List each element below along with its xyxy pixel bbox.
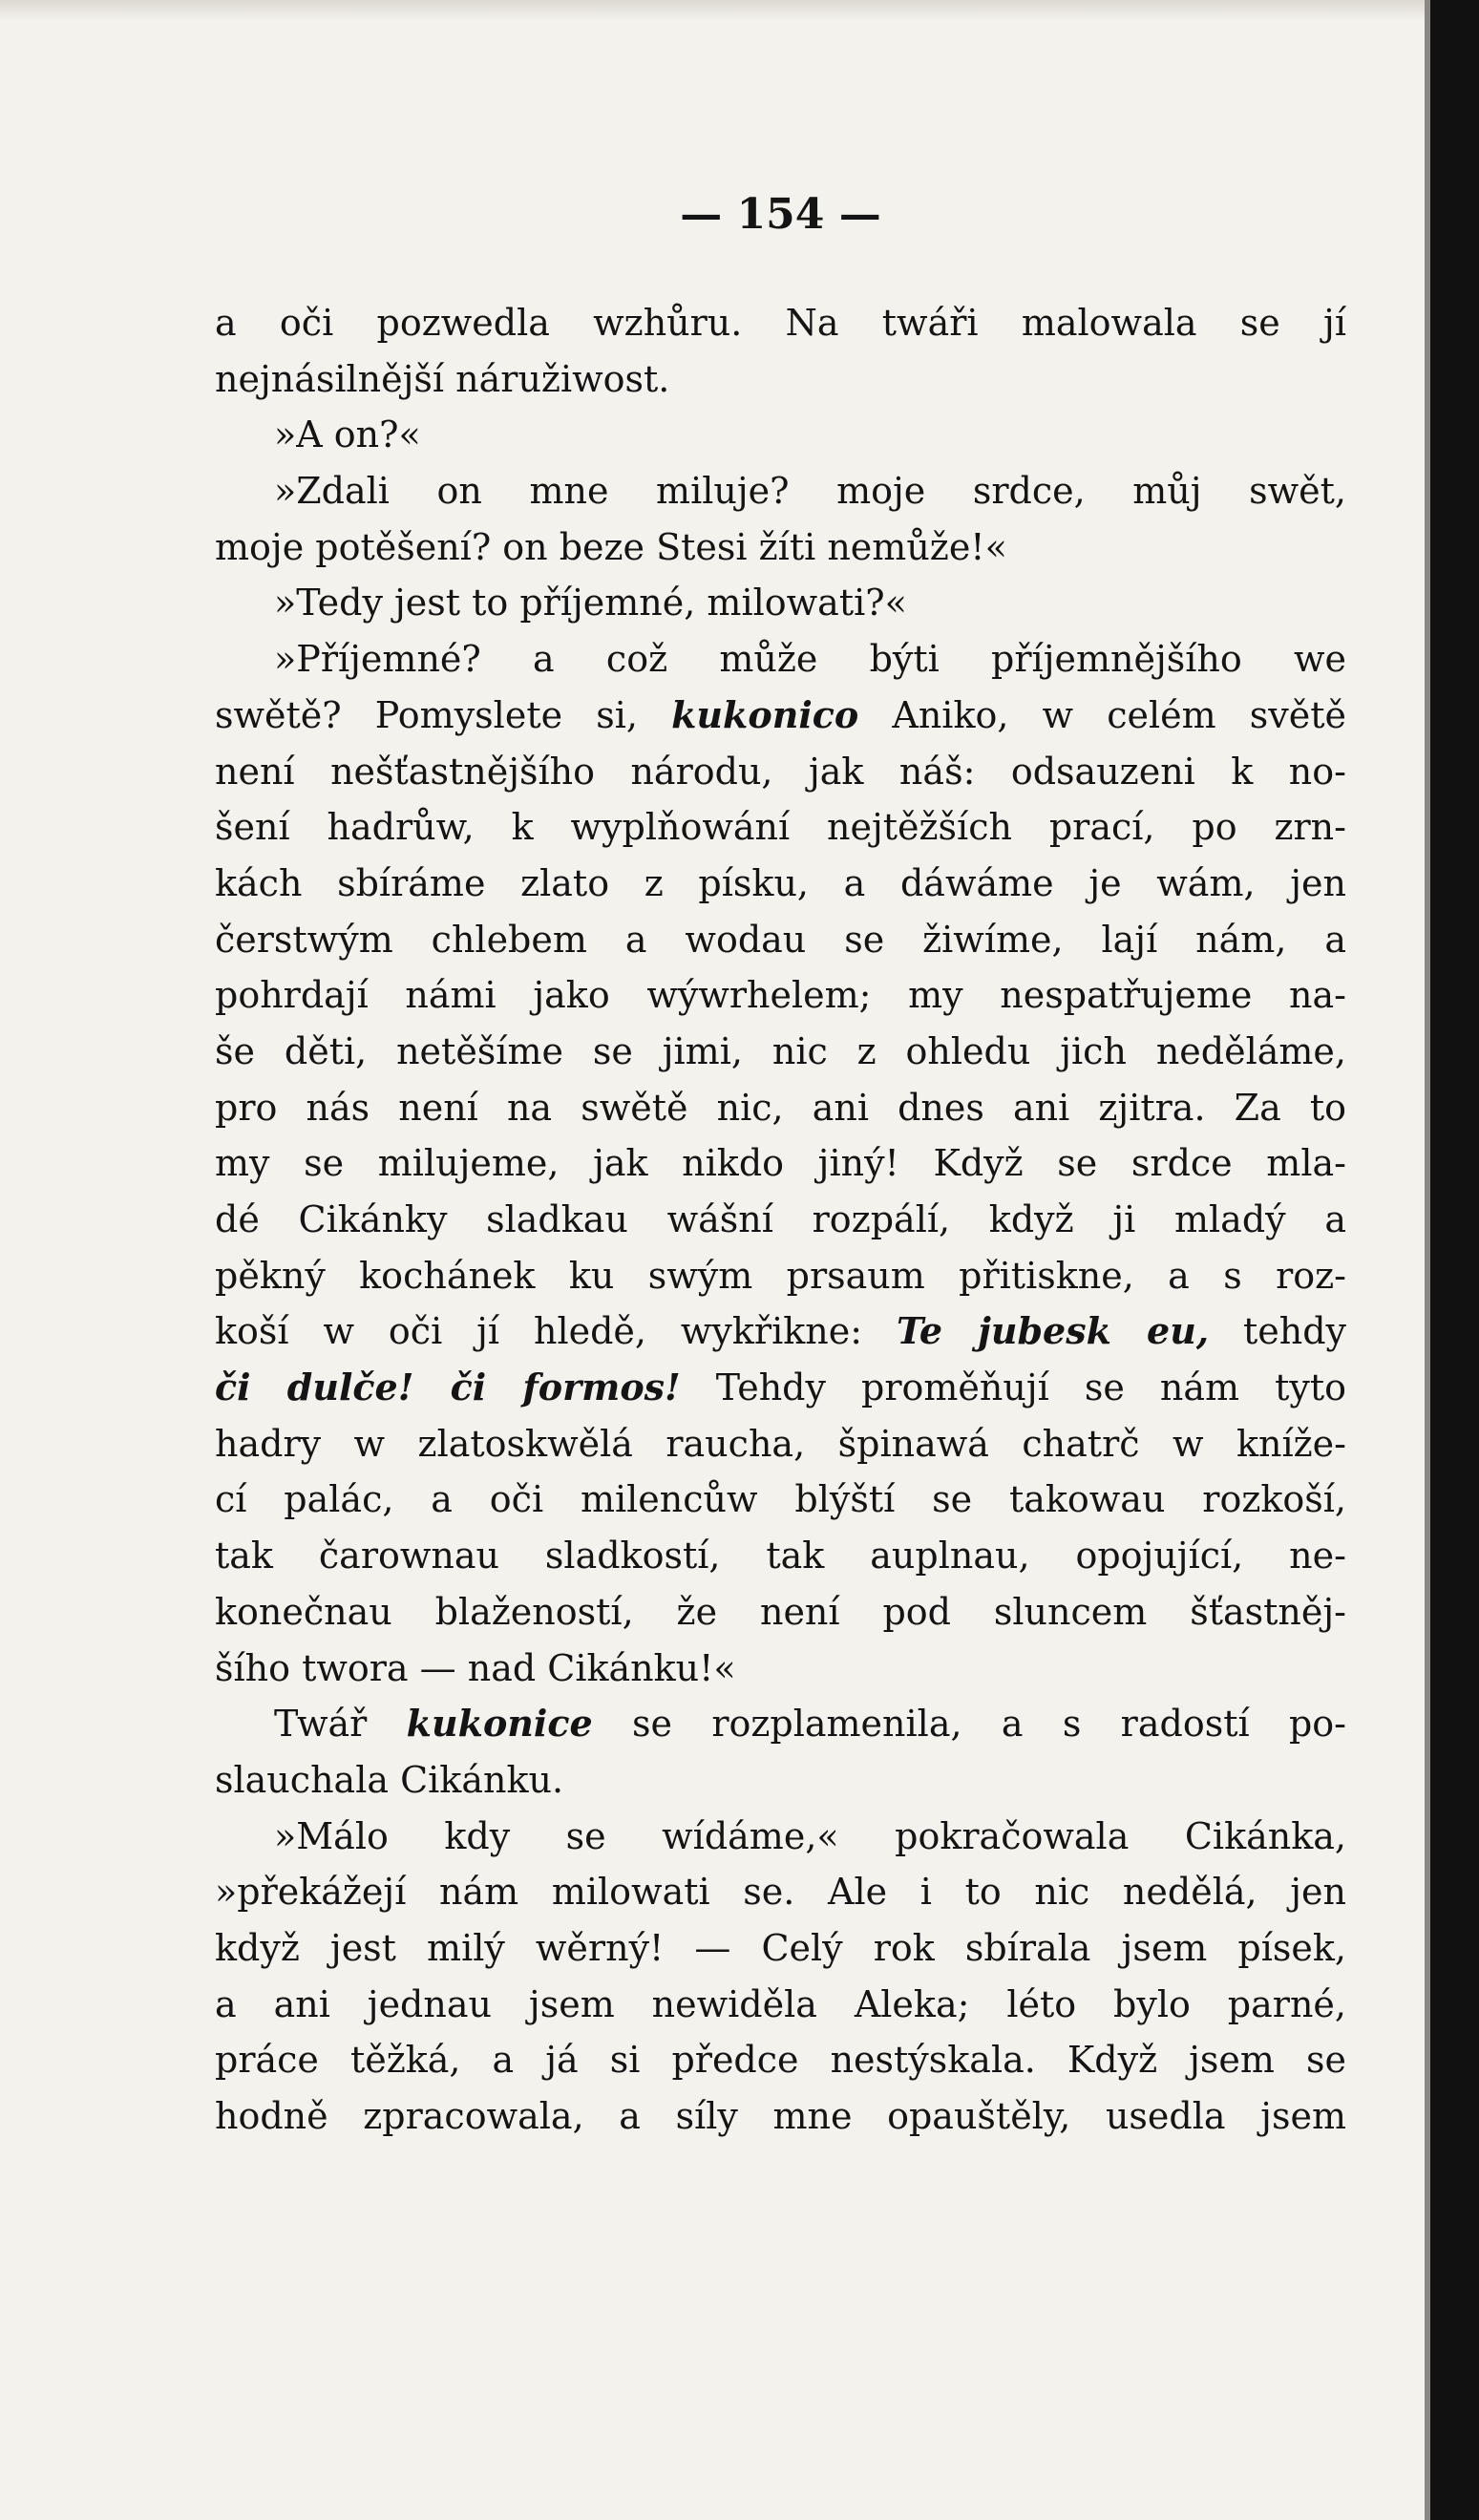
text-line: [215, 1864, 1346, 1920]
text-line: [215, 2088, 1346, 2145]
text-segment: konečnau blažeností, že není pod sluncem šťastněj-: [215, 1590, 1346, 1633]
text-segment: dé Cikánky sladkau wášní rozpálí, když ji mladý a: [215, 1198, 1346, 1240]
text-line: [215, 1472, 1346, 1528]
text-line: [215, 1696, 1346, 1752]
text-segment: čerstwým chlebem a wodau se žiwíme, lají nám, a: [215, 918, 1346, 961]
text-line: [215, 688, 1346, 744]
text-line: [215, 1584, 1346, 1641]
scan-top-shadow: [0, 0, 1479, 21]
book-page: [215, 186, 1346, 2239]
text-segment: pohrdají námi jako wýwrhelem; my nespatřujeme na-: [215, 974, 1346, 1017]
text-segment: moje potěšení? on beze Stesi žíti nemůže!«: [215, 525, 1007, 568]
text-line: [215, 1809, 1346, 1865]
text-segment: slauchala Cikánku.: [215, 1758, 564, 1801]
text-segment: hodně zpracowala, a síly mne opauštěly, usedla jsem: [215, 2095, 1346, 2137]
text-line: [215, 1641, 1346, 1697]
text-segment: »Tedy jest to příjemné, milowati?«: [274, 582, 907, 625]
text-segment: »překážejí nám milowati se. Ale i to nic nedělá, jen: [215, 1871, 1346, 1914]
text-line: [215, 1024, 1346, 1080]
text-segment: a ani jednau jsem newiděla Aleka; léto bylo parné,: [215, 1982, 1346, 2025]
text-line: [215, 1135, 1346, 1192]
text-segment: hadry w zlatoskwělá raucha, špinawá chatrč w kníže-: [215, 1422, 1346, 1465]
text-segment: nejnásilnější náružiwost.: [215, 357, 670, 400]
text-line: [215, 295, 1346, 351]
text-segment: tehdy: [1209, 1310, 1347, 1353]
text-line: [215, 575, 1346, 631]
text-segment: Twář: [274, 1703, 407, 1746]
text-line: [215, 1080, 1346, 1136]
text-segment: pěkný kochánek ku swým prsaum přitiskne, a s roz-: [215, 1254, 1346, 1297]
emphasized-text: kukonico: [671, 692, 859, 736]
text-segment: se rozplamenila, a s radostí po-: [592, 1703, 1346, 1746]
text-line: [215, 1192, 1346, 1248]
text-segment: šení hadrůw, k wyplňowání nejtěžších prací, po zrn-: [215, 806, 1346, 849]
text-line: [215, 856, 1346, 912]
text-line: [215, 1360, 1346, 1416]
text-line: [215, 1528, 1346, 1584]
text-line: [215, 1416, 1346, 1472]
text-segment: swětě? Pomyslete si,: [215, 693, 672, 736]
text-segment: šího twora — nad Cikánku!«: [215, 1646, 736, 1689]
text-segment: Tehdy proměňují se nám tyto: [680, 1366, 1346, 1409]
page-number: — 154 —: [680, 190, 881, 239]
text-line: [215, 631, 1346, 688]
text-segment: cí palác, a oči milencůw blýští se takowau rozkoší,: [215, 1478, 1346, 1521]
text-line: [215, 407, 1346, 463]
text-segment: práce těžká, a já si předce nestýskala. Když jsem se: [215, 2039, 1346, 2082]
text-segment: my se milujeme, jak nikdo jiný! Když se srdce mla-: [215, 1142, 1346, 1185]
emphasized-text: Te jubesk eu,: [896, 1309, 1210, 1353]
text-line: [215, 1752, 1346, 1809]
text-line: [215, 744, 1346, 800]
emphasized-text: či dulče! či formos!: [215, 1366, 681, 1409]
text-segment: še děti, netěšíme se jimi, nic z ohledu jich neděláme,: [215, 1029, 1346, 1072]
text-body: [215, 295, 1346, 2145]
book-binding-edge: [1430, 0, 1479, 2520]
text-segment: »Málo kdy se wídáme,« pokračowala Cikánka,: [274, 1814, 1346, 1857]
text-line: [215, 351, 1346, 408]
text-segment: když jest milý wěrný! — Celý rok sbírala jsem písek,: [215, 1926, 1346, 1969]
emphasized-text: kukonice: [406, 1702, 593, 1746]
text-segment: »Příjemné? a což může býti příjemnějšího we: [274, 638, 1346, 681]
text-segment: pro nás není na swětě nic, ani dnes ani zjitra. Za to: [215, 1086, 1346, 1129]
text-line: [215, 967, 1346, 1024]
text-segment: kách sbíráme zlato z písku, a dáwáme je wám, jen: [215, 861, 1346, 904]
text-segment: a oči pozwedla wzhůru. Na twáři malowala se jí: [215, 302, 1346, 344]
text-segment: koší w oči jí hledě, wykřikne:: [215, 1310, 897, 1353]
text-line: [215, 1977, 1346, 2033]
text-line: [215, 1920, 1346, 1977]
text-line: [215, 912, 1346, 968]
text-line: [215, 1303, 1346, 1360]
text-segment: není nešťastnějšího národu, jak náš: odsauzeni k no-: [215, 750, 1346, 793]
text-segment: tak čarownau sladkostí, tak auplnau, opojující, ne-: [215, 1535, 1346, 1578]
text-line: [215, 2032, 1346, 2088]
text-line: [215, 463, 1346, 519]
text-line: [215, 799, 1346, 856]
text-line: [215, 1248, 1346, 1304]
text-segment: Aniko, w celém světě: [858, 693, 1346, 736]
text-segment: »Zdali on mne miluje? moje srdce, můj swět,: [274, 470, 1346, 513]
text-line: [215, 519, 1346, 576]
text-segment: »A on?«: [274, 413, 421, 456]
